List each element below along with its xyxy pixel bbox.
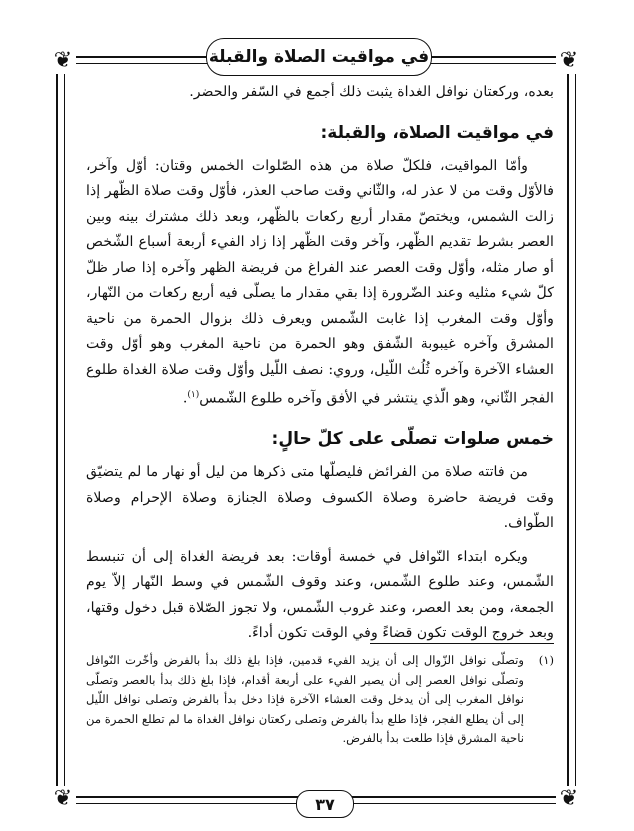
paragraph-text: وأمّا المواقيت، فلكلّ صلاة من هذه الصّلوات الخمس وقتان: أوّل وآخر، فالأوّل وقت من لا عذر له، والثّاني وقت صاحب العذر، فأوّل وقت صلاة الظّهر إذا زالت الشمس، ويختصّ مقدار أربع ركعات بالظّهر، وبعد ذلك مشترك بينه وبين العصر بشرط تقديم الظّهر، وآخر وقت الظّهر إذا زاد الفيء أربعة أسباع الشّخص أو صار مثله، وأوّل وقت العصر عند الفراغ من فريضة الظهر وآخره إذا صار ظلّ كلّ شيء مثليه وعند الضّرورة إذا بقي مقدار ما يصلّى فيه أربع ركعات من النّهار، وأوّل وقت المغرب إذا غابت الشّمس ويعرف ذلك بزوال الحمرة من ناحية المشرق وآخره غيبوبة الشّفق وهو الحمرة من ناحية المغرب وهو أوّل وقت العشاء الآخرة وآخره ثُلُث اللّيل، وروي: نصف اللّيل وأوّل وقت صلاة الغداة طلوع الفجر الثّاني، وهو الّذي ينتشر في الأفق وآخره طلوع الشّمس [86, 157, 554, 407]
corner-ornament-icon: ❦ [50, 786, 76, 812]
paragraph-end: . [182, 390, 188, 407]
intro-line: بعده، وركعتان نوافل الغداة يثبت ذلك أجمع في السّفر والحضر. [189, 84, 554, 100]
corner-ornament-icon: ❦ [50, 48, 76, 74]
border-right-rule [567, 72, 576, 788]
running-header [206, 38, 432, 76]
page-number: ٣٧ [315, 794, 335, 814]
page-body [86, 80, 554, 647]
footnote-separator [370, 643, 554, 644]
paragraph-disliked-times: ويكره ابتداء النّوافل في خمسة أوقات: بعد فريضة الغداة إلى أن تنبسط الشّمس، وعند طلوع الشّمس، وعند وقوف الشّمس في وسط النّهار إلاّ يوم الجمعة، ومن بعد العصر، وعند غروب الشّمس، ولا تجوز الصّلاة قبل دخول وقتها، وبعد خروج الوقت تكون قضاءً وفي الوقت تكون أداءً. [86, 548, 554, 642]
section-heading-five-prayers: خمس صلوات تصلّى على كلّ حالٍ: [271, 429, 554, 450]
corner-ornament-icon: ❦ [556, 48, 582, 74]
paragraph-missed-prayers: من فاتته صلاة من الفرائض فليصلّها متى ذكرها من ليل أو نهار ما لم يتضيّق وقت فريضة حاضرة وصلاة الكسوف وصلاة الجنازة وصلاة الإحرام وصلاة الطّواف. [86, 464, 554, 532]
border-left-rule [56, 72, 65, 788]
footnote-reference[interactable]: (١) [187, 390, 200, 400]
page-number-badge [296, 790, 354, 818]
section-heading-prayer-times: في مواقيت الصلاة، والقبلة: [320, 122, 554, 143]
running-header-title: في مواقيت الصلاة والقبلة [208, 47, 430, 67]
footnote-number: (١) [538, 653, 554, 667]
footnote [86, 651, 554, 749]
footnote-text: وتصلّى نوافل الزّوال إلى أن يزيد الفيء قدمين، فإذا بلغ ذلك بدأ بالفرض وأخّرت النّوافل وتصلّى نوافل العصر إلى أن يصير الفيء على أربعة أقدام، فإذا بلغ ذلك بدأ بالعصر وتصلّى نوافل المغرب إلى أن يدخل وقت العشاء الآخرة فإذا دخل بدأ بالفرض وتصلى نوافل اللّيل إلى أن يطلع الفجر، فإذا طلع بدأ بالفرض وتصلى ركعتان نوافل الغداة ما لم تطلع الحمرة من ناحية المشرق فإذا طلعت بدأ بالفرض. [86, 653, 524, 745]
corner-ornament-icon: ❦ [556, 786, 582, 812]
paragraph-prayer-times [86, 154, 554, 413]
